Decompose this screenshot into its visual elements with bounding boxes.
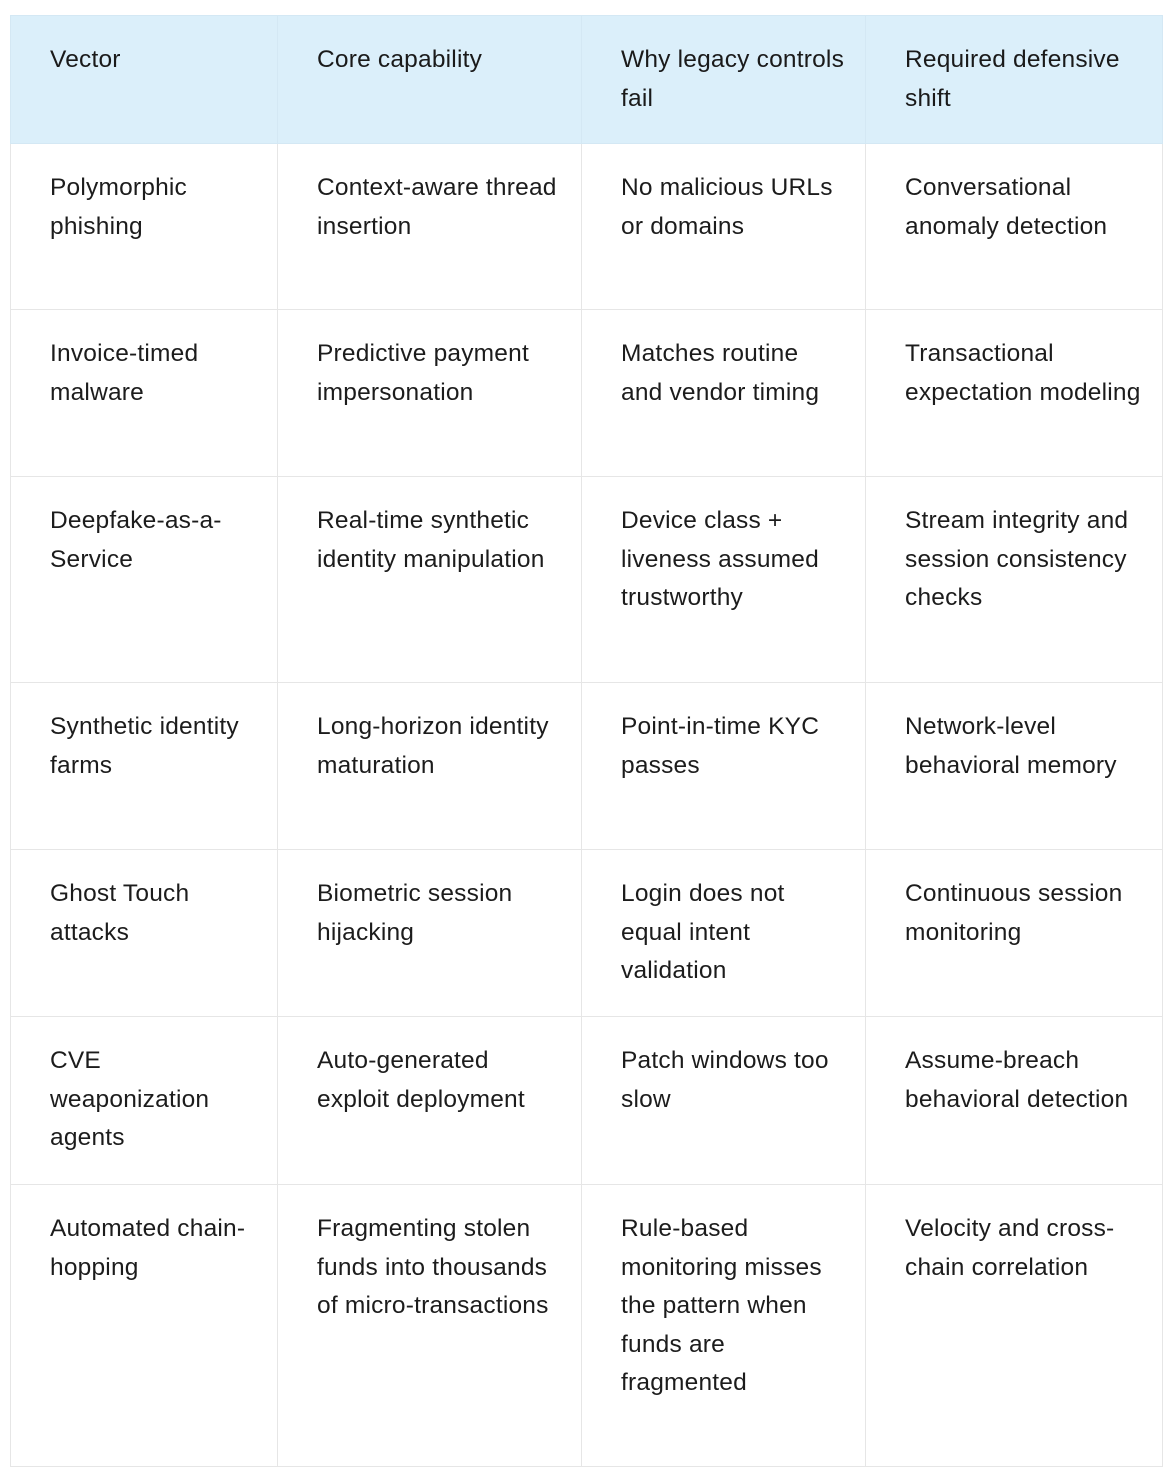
cell-core-capability: Biometric session hijacking — [278, 850, 582, 1017]
header-why-legacy-controls-fail: Why legacy controls fail — [582, 16, 866, 144]
cell-vector: Ghost Touch attacks — [11, 850, 278, 1017]
threat-vector-table-container — [10, 15, 1162, 1467]
cell-core-capability: Context-aware thread insertion — [278, 144, 582, 310]
cell-why-legacy-fail: No malicious URLs or domains — [582, 144, 866, 310]
cell-why-legacy-fail: Device class + liveness assumed trustworthy — [582, 477, 866, 683]
table-header — [11, 16, 1163, 144]
cell-vector: Polymorphic phishing — [11, 144, 278, 310]
cell-defensive-shift: Stream integrity and session consistency checks — [866, 477, 1163, 683]
table-row — [11, 310, 1163, 477]
cell-core-capability: Auto-generated exploit deployment — [278, 1017, 582, 1185]
cell-why-legacy-fail: Rule-based monitoring misses the pattern when funds are fragmented — [582, 1185, 866, 1467]
cell-why-legacy-fail: Matches routine and vendor timing — [582, 310, 866, 477]
cell-defensive-shift: Network-level behavioral memory — [866, 683, 1163, 850]
header-vector: Vector — [11, 16, 278, 144]
header-required-defensive-shift: Required defensive shift — [866, 16, 1163, 144]
table-row — [11, 683, 1163, 850]
cell-defensive-shift: Continuous session monitoring — [866, 850, 1163, 1017]
table-row — [11, 144, 1163, 310]
cell-vector: CVE weaponization agents — [11, 1017, 278, 1185]
table-body — [11, 144, 1163, 1467]
cell-core-capability: Predictive payment impersonation — [278, 310, 582, 477]
table-row — [11, 1017, 1163, 1185]
table-row — [11, 477, 1163, 683]
header-row — [11, 16, 1163, 144]
header-core-capability: Core capability — [278, 16, 582, 144]
cell-why-legacy-fail: Patch windows too slow — [582, 1017, 866, 1185]
cell-defensive-shift: Conversational anomaly detection — [866, 144, 1163, 310]
table-row — [11, 850, 1163, 1017]
cell-defensive-shift: Assume-breach behavioral detection — [866, 1017, 1163, 1185]
cell-vector: Synthetic identity farms — [11, 683, 278, 850]
threat-vector-table — [10, 15, 1163, 1467]
cell-core-capability: Long-horizon identity maturation — [278, 683, 582, 850]
cell-defensive-shift: Transactional expectation modeling — [866, 310, 1163, 477]
cell-core-capability: Real-time synthetic identity manipulation — [278, 477, 582, 683]
cell-vector: Invoice-timed malware — [11, 310, 278, 477]
cell-why-legacy-fail: Point-in-time KYC passes — [582, 683, 866, 850]
cell-defensive-shift: Velocity and cross-chain correlation — [866, 1185, 1163, 1467]
table-row — [11, 1185, 1163, 1467]
cell-vector: Automated chain-hopping — [11, 1185, 278, 1467]
cell-core-capability: Fragmenting stolen funds into thousands of micro-transactions — [278, 1185, 582, 1467]
cell-vector: Deepfake-as-a-Service — [11, 477, 278, 683]
cell-why-legacy-fail: Login does not equal intent validation — [582, 850, 866, 1017]
